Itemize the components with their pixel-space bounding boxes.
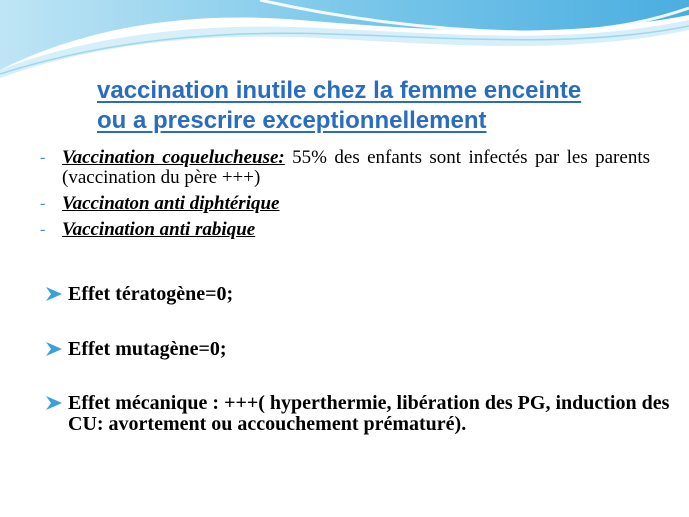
list-item <box>40 148 650 188</box>
list-item-term: Vaccination anti rabique <box>62 219 256 240</box>
arrow-list-item <box>46 284 688 305</box>
arrow-item-text: Effet mutagène=0; <box>68 338 227 360</box>
list-item-term: Vaccinaton anti diphtérique <box>62 193 280 214</box>
dash-bullet-icon: - <box>40 195 46 212</box>
list-item <box>40 194 650 214</box>
title-line-2: ou a prescrire exceptionnellement <box>97 107 487 134</box>
arrow-list-item <box>46 339 688 360</box>
arrow-bullet-icon <box>46 396 62 410</box>
slide-title <box>97 76 677 136</box>
list-item-term: Vaccination coquelucheuse: <box>62 147 285 168</box>
arrow-item-text: Effet tératogène=0; <box>68 283 234 305</box>
arrow-list-item <box>46 393 688 435</box>
title-line-1: vaccination inutile chez la femme enceinte <box>97 77 582 104</box>
list-item <box>40 220 650 240</box>
list-item-desc: 55% des enfants sont infectés par les parents (vaccination du père +++) <box>62 147 650 188</box>
arrow-bullet-icon <box>46 342 62 356</box>
dash-bullet-icon: - <box>40 221 46 238</box>
dash-bullet-icon: - <box>40 149 46 166</box>
dash-bullet-list <box>40 148 650 246</box>
arrow-item-text: Effet mécanique : +++( hyperthermie, libération des PG, induction des CU: avortement ou accouchement prématuré). <box>68 392 670 435</box>
arrow-bullet-icon <box>46 287 62 301</box>
